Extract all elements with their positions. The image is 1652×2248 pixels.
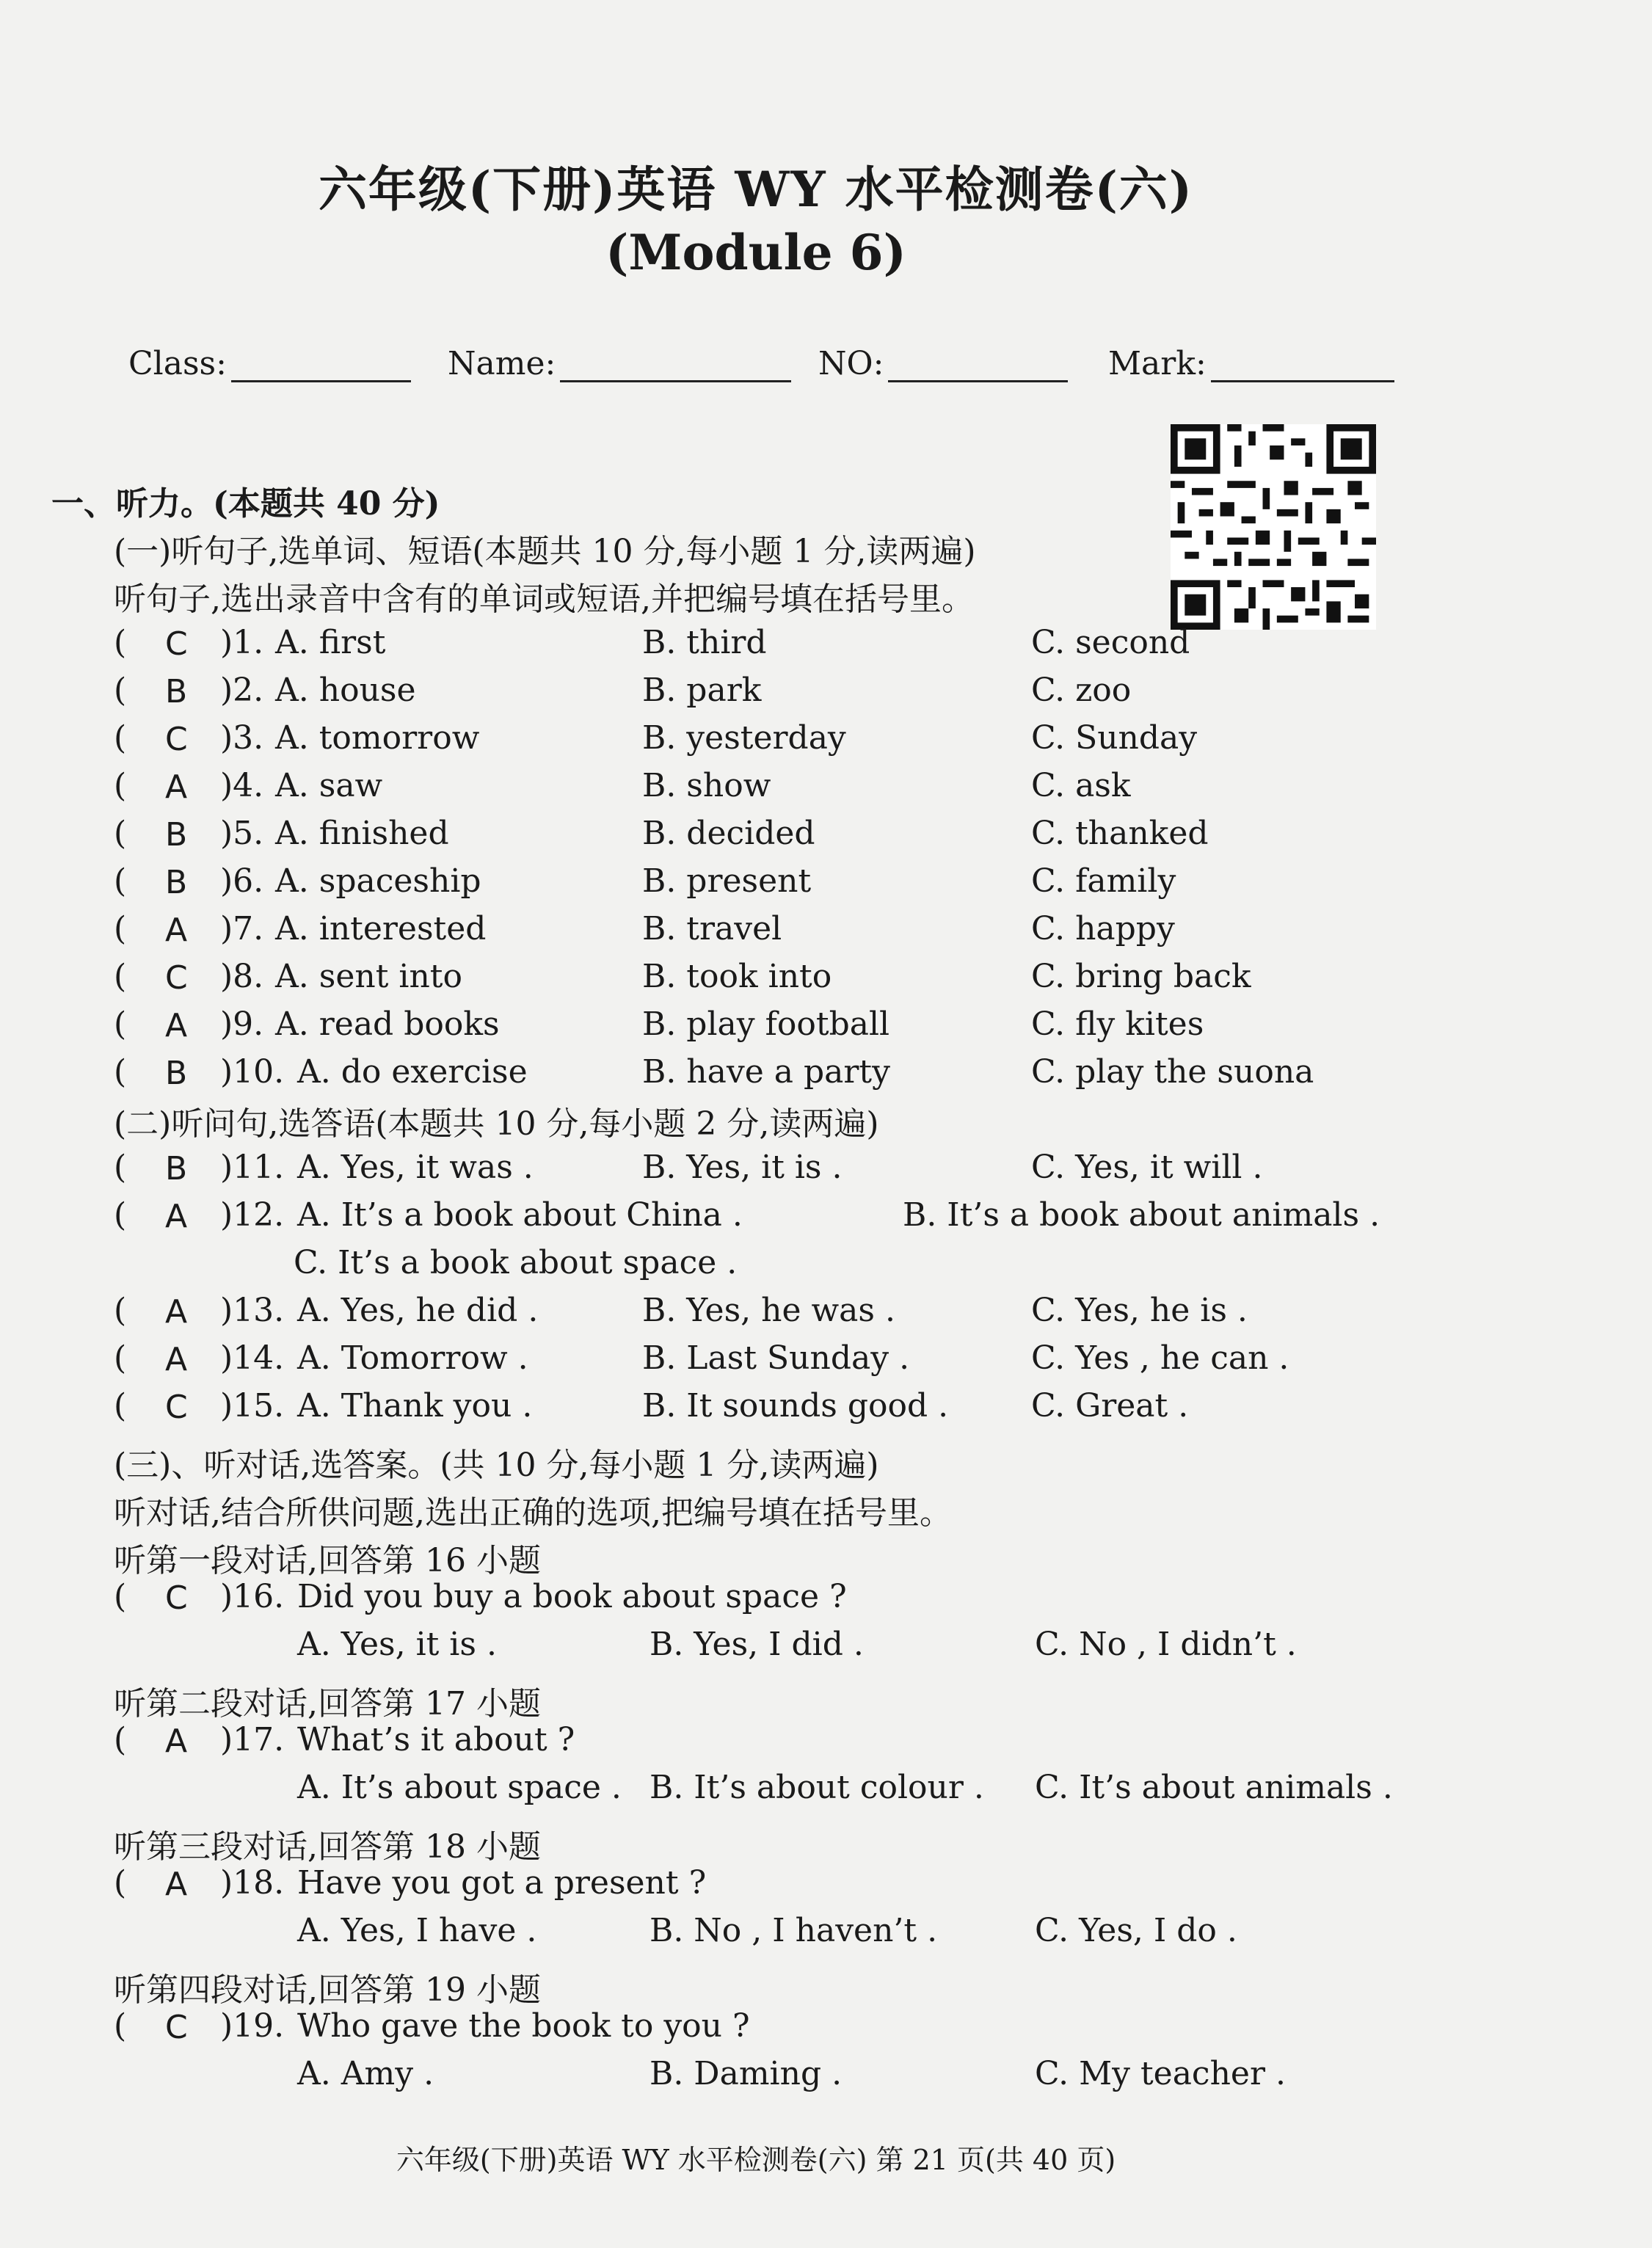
answer-letter[interactable]: B	[165, 864, 188, 901]
class-field	[128, 345, 411, 382]
question-row	[0, 624, 1652, 668]
option-a[interactable]: A. It’s about space .	[297, 1769, 622, 1806]
option-c[interactable]: C. Yes, it will .	[1031, 1149, 1263, 1186]
answer-paren-open: (	[114, 767, 127, 804]
mark-blank[interactable]	[1211, 348, 1394, 382]
mark-field	[1108, 345, 1394, 382]
option-a[interactable]: A. It’s a book about China .	[297, 1196, 743, 1234]
question-row	[0, 862, 1652, 906]
option-a[interactable]: A. finished	[275, 815, 449, 852]
answer-paren-open: (	[114, 1149, 127, 1186]
answer-paren-open: (	[114, 1721, 127, 1758]
no-blank[interactable]	[888, 348, 1068, 382]
question-number: )7.	[220, 910, 264, 947]
question-number: )16.	[220, 1578, 285, 1615]
option-a[interactable]: A. Amy .	[297, 2055, 434, 2092]
option-b[interactable]: B. Yes, it is .	[642, 1149, 843, 1186]
answer-paren-open: (	[114, 1864, 127, 1902]
option-c[interactable]: C. My teacher .	[1035, 2055, 1286, 2092]
question-number: )3.	[220, 719, 264, 757]
option-c[interactable]: C. No , I didn’t .	[1035, 1626, 1297, 1663]
option-c[interactable]: C. Yes, he is .	[1031, 1292, 1248, 1329]
page-title: 六年级(下册)英语 WY 水平检测卷(六)	[318, 161, 1194, 218]
answer-letter[interactable]: A	[165, 1341, 188, 1378]
option-b[interactable]: B. present	[642, 862, 812, 900]
question-row	[0, 1196, 1652, 1240]
answer-paren-open: (	[114, 1005, 127, 1043]
option-c[interactable]: C. ask	[1031, 767, 1131, 804]
option-b[interactable]: B. play football	[642, 1005, 890, 1043]
option-c[interactable]: C. Yes , he can .	[1031, 1339, 1289, 1377]
option-a[interactable]: A. interested	[275, 910, 487, 947]
answer-paren-open: (	[114, 1339, 127, 1377]
option-a[interactable]: A. sent into	[275, 958, 462, 995]
answer-letter[interactable]: A	[165, 912, 188, 949]
no-field	[818, 345, 1068, 382]
class-label: Class:	[128, 345, 227, 382]
option-c[interactable]: C. It’s about animals .	[1035, 1769, 1393, 1806]
option-b[interactable]: B. Last Sunday .	[642, 1339, 910, 1377]
name-blank[interactable]	[560, 348, 791, 382]
option-b[interactable]: B. It’s about colour .	[649, 1769, 984, 1806]
option-b[interactable]: B. Yes, I did .	[649, 1626, 864, 1663]
option-a[interactable]: A. do exercise	[297, 1053, 528, 1091]
option-a[interactable]: A. Yes, it is .	[297, 1626, 497, 1663]
page-subtitle: (Module 6)	[605, 224, 906, 281]
option-c[interactable]: C. thanked	[1031, 815, 1209, 852]
question-number: )4.	[220, 767, 264, 804]
question-row	[0, 1292, 1652, 1336]
dialogue1-intro: 听第一段对话,回答第 16 小题	[114, 1542, 541, 1579]
answer-paren-open: (	[114, 958, 127, 995]
option-c[interactable]: C. It’s a book about space .	[294, 1244, 738, 1281]
dialogue4-intro: 听第四段对话,回答第 19 小题	[114, 1971, 541, 2009]
option-c[interactable]: C. zoo	[1031, 672, 1132, 709]
question-number: )11.	[220, 1149, 285, 1186]
dialogue3-intro: 听第三段对话,回答第 18 小题	[114, 1828, 541, 1866]
answer-letter[interactable]: A	[165, 1866, 188, 1903]
answer-letter[interactable]: B	[165, 1150, 188, 1187]
option-a[interactable]: A. spaceship	[275, 862, 481, 900]
answer-letter[interactable]: B	[165, 673, 188, 710]
question-number: )8.	[220, 958, 264, 995]
question-number: )5.	[220, 815, 264, 852]
question-number: )9.	[220, 1005, 264, 1043]
answer-letter[interactable]: B	[165, 816, 188, 854]
option-b[interactable]: B. took into	[642, 958, 832, 995]
option-b[interactable]: B. It sounds good .	[642, 1387, 949, 1425]
question-stem: Who gave the book to you ?	[297, 2007, 750, 2045]
answer-letter[interactable]: A	[165, 1293, 188, 1331]
option-b[interactable]: B. decided	[642, 815, 815, 852]
answer-paren-open: (	[114, 1387, 127, 1425]
option-b[interactable]: B. Yes, he was .	[642, 1292, 895, 1329]
page-footer: 六年级(下册)英语 WY 水平检测卷(六) 第 21 页(共 40 页)	[396, 2144, 1116, 2176]
qr-code-icon[interactable]	[1171, 424, 1376, 630]
answer-letter[interactable]: A	[165, 1198, 188, 1235]
options-row	[0, 1769, 1652, 1813]
no-label: NO:	[818, 345, 884, 382]
question-number: )19.	[220, 2007, 285, 2045]
answer-letter[interactable]: C	[165, 1579, 188, 1617]
question-row	[0, 1864, 1652, 1908]
answer-paren-open: (	[114, 719, 127, 757]
question-row	[0, 672, 1652, 716]
option-b[interactable]: B. No , I haven’t .	[649, 1912, 938, 1949]
question-stem: Have you got a present ?	[297, 1864, 707, 1902]
answer-letter[interactable]: A	[165, 1723, 188, 1760]
option-b[interactable]: B. park	[642, 672, 762, 709]
part3-instruction: 听对话,结合所供问题,选出正确的选项,把编号填在括号里。	[114, 1494, 952, 1532]
option-c[interactable]: C. Yes, I do .	[1035, 1912, 1237, 1949]
options-row	[0, 1244, 1652, 1288]
question-number: )13.	[220, 1292, 285, 1329]
answer-paren-open: (	[114, 1292, 127, 1329]
part2-heading: (二)听问句,选答语(本题共 10 分,每小题 2 分,读两遍)	[114, 1105, 879, 1143]
option-c[interactable]: C. Sunday	[1031, 719, 1198, 757]
question-stem: Did you buy a book about space ?	[297, 1578, 847, 1615]
answer-paren-open: (	[114, 1196, 127, 1234]
answer-paren-open: (	[114, 672, 127, 709]
option-b[interactable]: B. yesterday	[642, 719, 846, 757]
question-number: )17.	[220, 1721, 285, 1758]
part1-heading: (一)听句子,选单词、短语(本题共 10 分,每小题 1 分,读两遍)	[114, 533, 976, 570]
option-b[interactable]: B. show	[642, 767, 771, 804]
answer-letter[interactable]: C	[165, 2009, 188, 2046]
mark-label: Mark:	[1108, 345, 1207, 382]
question-number: )15.	[220, 1387, 285, 1425]
option-b[interactable]: B. travel	[642, 910, 782, 947]
question-row	[0, 815, 1652, 859]
option-c[interactable]: C. happy	[1031, 910, 1175, 947]
part3-heading: (三)、听对话,选答案。(共 10 分,每小题 1 分,读两遍)	[114, 1447, 879, 1484]
question-number: )6.	[220, 862, 264, 900]
dialogue2-intro: 听第二段对话,回答第 17 小题	[114, 1685, 541, 1723]
answer-paren-open: (	[114, 815, 127, 852]
class-blank[interactable]	[231, 348, 411, 382]
answer-paren-open: (	[114, 2007, 127, 2045]
option-a[interactable]: A. Thank you .	[297, 1387, 533, 1425]
question-number: )12.	[220, 1196, 285, 1234]
part1-instruction: 听句子,选出录音中含有的单词或短语,并把编号填在括号里。	[114, 581, 974, 618]
option-c[interactable]: C. second	[1031, 624, 1190, 661]
answer-paren-open: (	[114, 1053, 127, 1091]
question-stem: What’s it about ?	[297, 1721, 575, 1758]
option-c[interactable]: C. play the suona	[1031, 1053, 1314, 1091]
option-b[interactable]: B. It’s a book about animals .	[903, 1196, 1380, 1234]
question-row	[0, 719, 1652, 763]
option-a[interactable]: A. read books	[275, 1005, 500, 1043]
question-number: )14.	[220, 1339, 285, 1377]
question-row	[0, 1005, 1652, 1050]
section-heading: 一、听力。(本题共 40 分)	[51, 485, 440, 523]
answer-paren-open: (	[114, 1578, 127, 1615]
name-field	[448, 345, 791, 382]
question-row	[0, 1387, 1652, 1431]
option-a[interactable]: A. Tomorrow .	[297, 1339, 528, 1377]
option-a[interactable]: A. first	[275, 624, 386, 661]
answer-paren-open: (	[114, 862, 127, 900]
question-number: )2.	[220, 672, 264, 709]
options-row	[0, 1626, 1652, 1670]
option-c[interactable]: C. family	[1031, 862, 1176, 900]
answer-letter[interactable]: A	[165, 768, 188, 806]
name-label: Name:	[448, 345, 556, 382]
question-row	[0, 1149, 1652, 1193]
question-row	[0, 1053, 1652, 1097]
options-row	[0, 1912, 1652, 1956]
options-row	[0, 2055, 1652, 2099]
answer-letter[interactable]: B	[165, 1055, 188, 1092]
option-b[interactable]: B. have a party	[642, 1053, 890, 1091]
question-row	[0, 767, 1652, 811]
question-row	[0, 910, 1652, 954]
question-number: )10.	[220, 1053, 285, 1091]
answer-letter[interactable]: C	[165, 721, 188, 758]
answer-letter[interactable]: C	[165, 1389, 188, 1426]
option-a[interactable]: A. Yes, he did .	[297, 1292, 539, 1329]
answer-letter[interactable]: A	[165, 1007, 188, 1044]
question-row	[0, 1578, 1652, 1622]
question-row	[0, 2007, 1652, 2051]
option-a[interactable]: A. house	[275, 672, 416, 709]
answer-letter[interactable]: C	[165, 625, 188, 663]
question-row	[0, 958, 1652, 1002]
answer-paren-open: (	[114, 910, 127, 947]
option-b[interactable]: B. Daming .	[649, 2055, 843, 2092]
option-c[interactable]: C. bring back	[1031, 958, 1251, 995]
question-number: )18.	[220, 1864, 285, 1902]
question-number: )1.	[220, 624, 264, 661]
option-c[interactable]: C. Great .	[1031, 1387, 1189, 1425]
option-a[interactable]: A. Yes, I have .	[297, 1912, 537, 1949]
answer-letter[interactable]: C	[165, 959, 188, 997]
option-a[interactable]: A. Yes, it was .	[297, 1149, 534, 1186]
question-row	[0, 1339, 1652, 1383]
option-c[interactable]: C. fly kites	[1031, 1005, 1204, 1043]
option-a[interactable]: A. saw	[275, 767, 383, 804]
answer-paren-open: (	[114, 624, 127, 661]
option-b[interactable]: B. third	[642, 624, 767, 661]
question-row	[0, 1721, 1652, 1765]
option-a[interactable]: A. tomorrow	[275, 719, 480, 757]
